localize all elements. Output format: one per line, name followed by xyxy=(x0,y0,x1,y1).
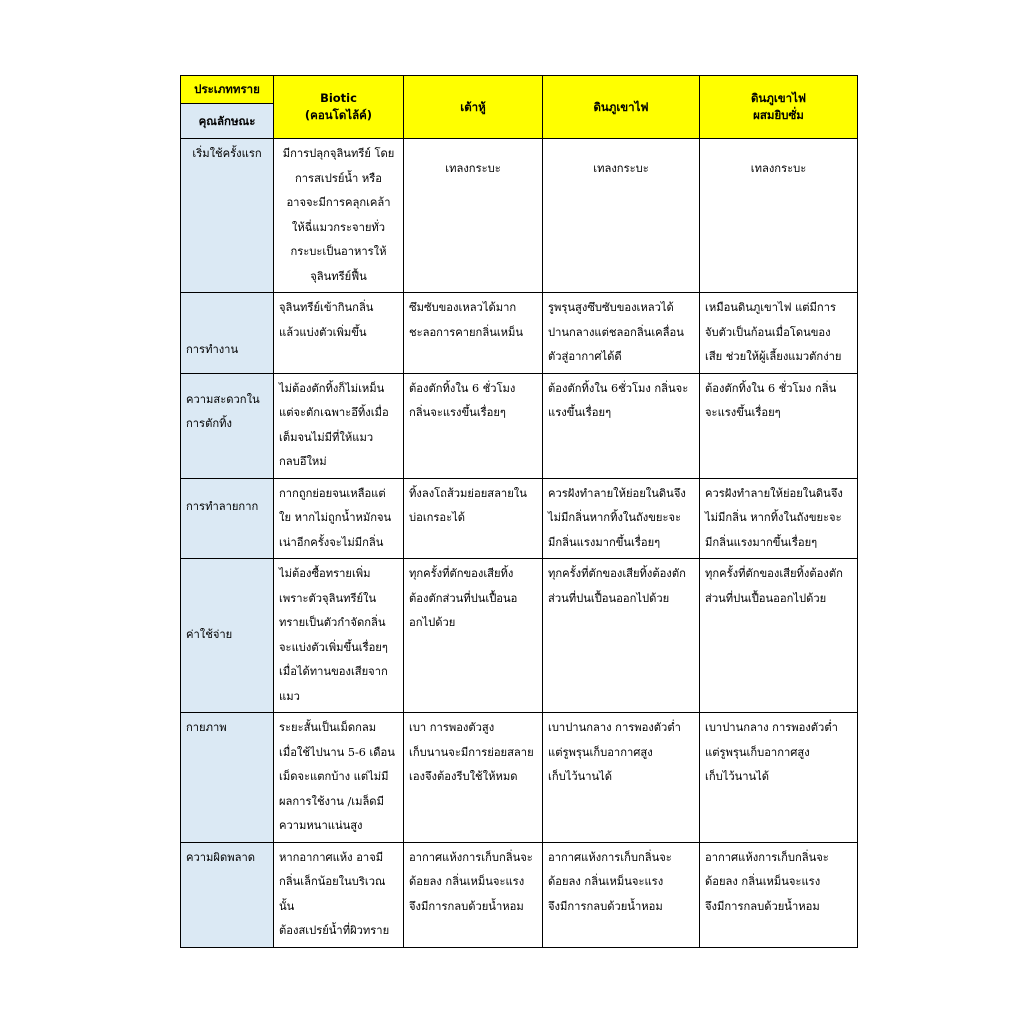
table-row xyxy=(181,373,858,478)
row-label: การทำงาน xyxy=(181,293,274,374)
table-cell: เทลงกระบะ xyxy=(543,139,700,293)
table-cell: รูพรุนสูงซึบซับของเหลวได้ ปานกลางแต่ชลอกลิ่นเคลื่อน ตัวสู่อากาศได้ดี xyxy=(543,293,700,374)
table-cell: ไม่ต้องซื้อทรายเพิ่ม เพราะตัวจุลินทรีย์ใน ทรายเป็นตัวกำจัดกลิ่น จะแบ่งตัวเพิ่มขึ้นเรื่อยๆ เมื่อได้ทานของเสียจาก แมว xyxy=(274,559,404,713)
table-cell: เบา การพองตัวสูง เก็บนานจะมีการย่อยสลาย เองจึงต้องรีบใช้ให้หมด xyxy=(404,713,543,843)
column-header-volcanic-gypsum: ดินภูเขาไฟ ผสมยิบซั่ม xyxy=(700,76,858,139)
table-cell: จุลินทรีย์เข้ากินกลิ่น แล้วแบ่งตัวเพิ่มขึ้น xyxy=(274,293,404,374)
table-cell: ทิ้งลงโถส้วมย่อยสลายใน บ่อเกรอะได้ xyxy=(404,478,543,559)
table-cell: ควรฝังทำลายให้ย่อยในดินจึง ไม่มีกลิ่นหากทิ้งในถังขยะจะ มีกลิ่นแรงมากขึ้นเรื่อยๆ xyxy=(543,478,700,559)
table-row xyxy=(181,293,858,374)
table-row xyxy=(181,842,858,947)
table-row xyxy=(181,713,858,843)
table-cell: หากอากาศแห้ง อาจมี กลิ่นเล็กน้อยในบริเวณ นั้น ต้องสเปรย์น้ำที่ผิวทราย xyxy=(274,842,404,947)
table-cell: ระยะสั้นเป็นเม็ดกลม เมื่อใช้ไปนาน 5-6 เดือน เม็ดจะแตกบ้าง แต่ไม่มี ผลการใช้งาน /เมล็ดมี ความหนาแน่นสูง xyxy=(274,713,404,843)
table-cell: ซึมซับของเหลวได้มาก ชะลอการคายกลิ่นเหม็น xyxy=(404,293,543,374)
table-row xyxy=(181,559,858,713)
table-cell: ต้องตักทิ้งใน 6 ชั่วโมง กลิ่น จะแรงขึ้นเรื่อยๆ xyxy=(700,373,858,478)
row-label: เริ่มใช้ครั้งแรก xyxy=(181,139,274,293)
table-cell: เหมือนดินภูเขาไฟ แต่มีการ จับตัวเป็นก้อนเมื่อโดนของ เสีย ช่วยให้ผู้เลี้ยงแมวตักง่าย xyxy=(700,293,858,374)
corner-property-label: คุณลักษณะ xyxy=(181,104,274,139)
column-header-biotic: Biotic (คอนโดไล้ค์) xyxy=(274,76,404,139)
table-cell: อากาศแห้งการเก็บกลิ่นจะ ด้อยลง กลิ่นเหม็นจะแรง จึงมีการกลบด้วยน้ำหอม xyxy=(543,842,700,947)
table-cell: อากาศแห้งการเก็บกลิ่นจะ ด้อยลง กลิ่นเหม็นจะแรง จึงมีการกลบด้วยน้ำหอม xyxy=(700,842,858,947)
row-label: กายภาพ xyxy=(181,713,274,843)
table-cell: ทุกครั้งที่ตักของเสียทิ้งต้องตัก ส่วนที่ปนเปื้อนออกไปด้วย xyxy=(700,559,858,713)
corner-type-label: ประเภททราย xyxy=(181,76,274,104)
table-row xyxy=(181,478,858,559)
table-cell: เทลงกระบะ xyxy=(700,139,858,293)
row-label: การทำลายกาก xyxy=(181,478,274,559)
table-cell: ไม่ต้องตักทิ้งก็ไม่เหม็น แต่จะตักเฉพาะอึทิ้งเมื่อ เต็มจนไม่มีที่ให้แมว กลบอึใหม่ xyxy=(274,373,404,478)
table-cell: เบาปานกลาง การพองตัวต่ำ แต่รูพรุนเก็บอากาศสูง เก็บไว้นานได้ xyxy=(543,713,700,843)
table-cell: มีการปลุกจุลินทรีย์ โดย การสเปรย์น้ำ หรือ อาจจะมีการคลุกเคล้า ให้ฉี่แมวกระจายทั่ว กระบะเป็นอาหารให้ จุลินทรีย์ฟื้น xyxy=(274,139,404,293)
table-cell: เทลงกระบะ xyxy=(404,139,543,293)
table-cell: ควรฝังทำลายให้ย่อยในดินจึง ไม่มีกลิ่น หากทิ้งในถังขยะจะ มีกลิ่นแรงมากขึ้นเรื่อยๆ xyxy=(700,478,858,559)
table-cell: เบาปานกลาง การพองตัวต่ำ แต่รูพรุนเก็บอากาศสูง เก็บไว้นานได้ xyxy=(700,713,858,843)
row-label: ความผิดพลาด xyxy=(181,842,274,947)
table-cell: ทุกครั้งที่ตักของเสียทิ้ง ต้องตักส่วนที่ปนเปื้อนอ อกไปด้วย xyxy=(404,559,543,713)
column-header-tofu: เต้าหู้ xyxy=(404,76,543,139)
column-header-volcanic: ดินภูเขาไฟ xyxy=(543,76,700,139)
table-cell: กากถูกย่อยจนเหลือแต่ ใย หากไม่ถูกน้ำหมักจน เน่าอีกครั้งจะไม่มีกลิ่น xyxy=(274,478,404,559)
table-cell: ต้องตักทิ้งใน 6 ชั่วโมง กลิ่นจะแรงขึ้นเรื่อยๆ xyxy=(404,373,543,478)
table-row xyxy=(181,139,858,293)
table-cell: อากาศแห้งการเก็บกลิ่นจะ ด้อยลง กลิ่นเหม็นจะแรง จึงมีการกลบด้วยน้ำหอม xyxy=(404,842,543,947)
table-cell: ต้องตักทิ้งใน 6ชั่วโมง กลิ่นจะ แรงขึ้นเรื่อยๆ xyxy=(543,373,700,478)
row-label: ค่าใช้จ่าย xyxy=(181,559,274,713)
comparison-table xyxy=(180,75,858,948)
header-row-top xyxy=(181,76,858,104)
table-cell: ทุกครั้งที่ตักของเสียทิ้งต้องตัก ส่วนที่ปนเปื้อนออกไปด้วย xyxy=(543,559,700,713)
row-label: ความสะดวกใน การตักทิ้ง xyxy=(181,373,274,478)
